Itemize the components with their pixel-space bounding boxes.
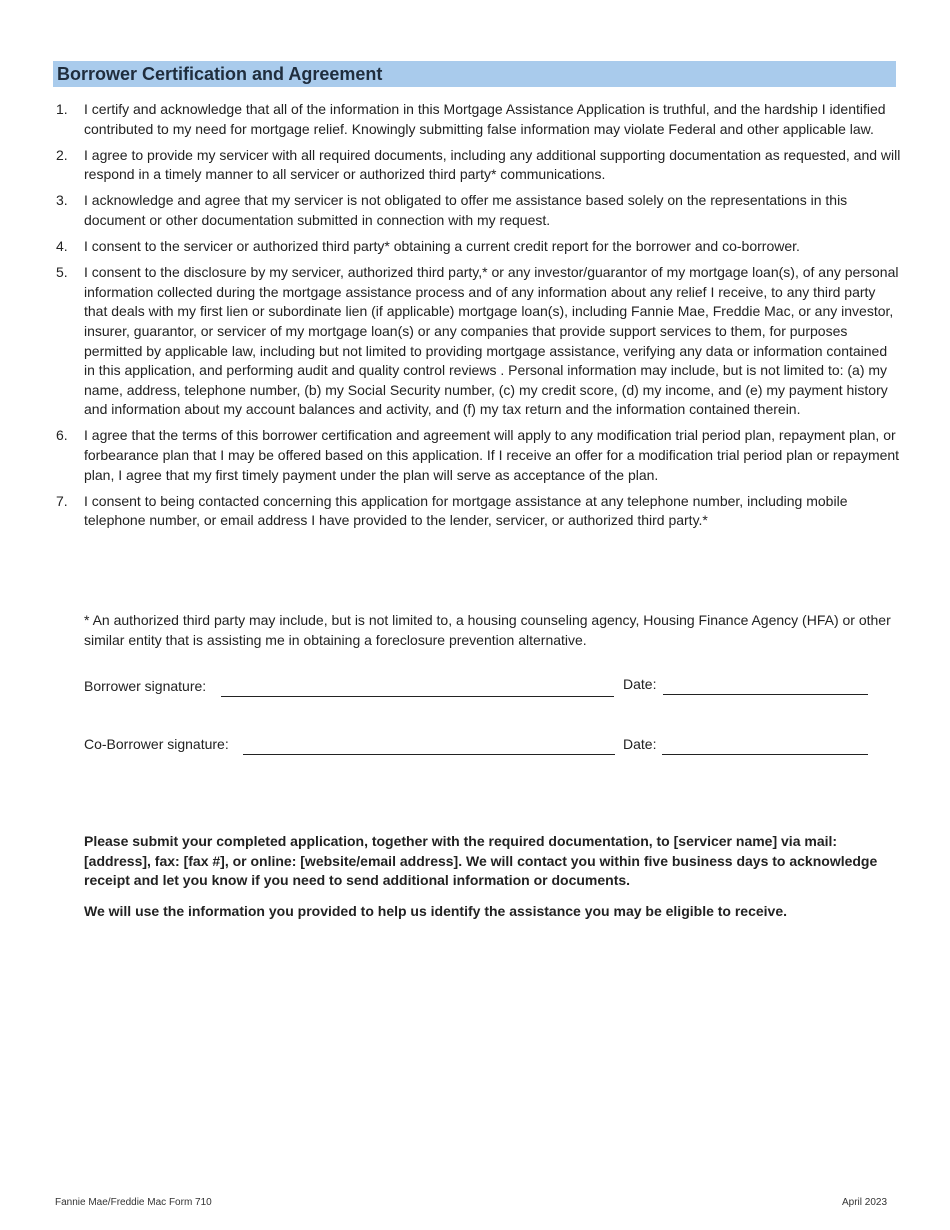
co-borrower-date-label: Date: xyxy=(623,736,657,752)
item-number: 3. xyxy=(56,192,68,209)
item-text: I consent to being contacted concerning this application for mortgage assistance at any telephone number, including mobile telephone number, or email address I have provided to the lender, servicer, or authorized third party.* xyxy=(84,492,848,529)
item-text: I acknowledge and agree that my servicer is not obligated to offer me assistance based solely on the representations in this document or other documentation submitted in connection with my request. xyxy=(84,192,848,228)
item-text: I consent to the servicer or authorized third party* obtaining a current credit report for the borrower and co-borrower. xyxy=(84,238,800,255)
item-number: 1. xyxy=(56,101,68,117)
borrower-signature-field[interactable] xyxy=(221,696,614,697)
item-text: I consent to the disclosure by my servicer, authorized third party,* or any investor/guarantor of my mortgage loan(s), of any personal information collected during the mortgage assistance process and of any information about any relief I receive, to any third party that deals with my first lien or subordinate lien (if applicable) mortgage loan(s), including Fannie Mae, Freddie Mac, or any investor, insurer, guarantor, or servicer of my mortgage loan(s) or any companies that provide support services to them, for purposes permitted by applicable law, including but not limited to providing mortgage assistance, verifying any data or information contained in this application, and performing audit and quality control reviews . Personal information may include, but is not limited to: (a) my name, address, telephone number, (b) my Social Security number, (c) my credit score, (d) my income, and (e) my payment history and information about my account balances and activity, and (f) my tax return and the information contained therein. xyxy=(84,264,899,418)
list-item xyxy=(56,492,901,531)
co-borrower-signature-label: Co-Borrower signature: xyxy=(84,736,229,752)
item-text: I agree that the terms of this borrower certification and agreement will apply to any modification trial period plan, repayment plan, or forbearance plan that I may be offered based on this application. If I receive an offer for a modification trial period plan or repayment plan, I agree that my first timely payment under the plan will serve as acceptance of the plan. xyxy=(84,427,900,483)
list-item xyxy=(56,263,901,420)
list-item xyxy=(56,426,901,485)
item-number: 7. xyxy=(56,492,68,509)
item-text: I agree to provide my servicer with all required documents, including any additional supporting documentation as requested, and will respond in a timely manner to all servicer or authorized third party* communications. xyxy=(84,146,901,183)
item-number: 6. xyxy=(56,427,68,444)
third-party-footnote: * An authorized third party may include, but is not limited to, a housing counseling agency, Housing Finance Agency (HFA) or other similar entity that is assisting me in obtaining a foreclosure prevention alternative. xyxy=(84,612,891,648)
co-borrower-date-field[interactable] xyxy=(662,754,868,755)
certification-list xyxy=(56,100,901,537)
submission-instructions: Please submit your completed application, together with the required documentation, to [servicer name] via mail: [address], fax: [fax #], or online: [website/email address]. We will contact you within five business days to acknowledge receipt and let you know if you need to send additional information or documents. xyxy=(84,833,878,889)
list-item xyxy=(56,191,901,230)
borrower-date-label: Date: xyxy=(623,676,657,692)
item-number: 2. xyxy=(56,146,68,163)
list-item xyxy=(56,100,901,139)
list-item xyxy=(56,237,901,257)
item-number: 5. xyxy=(56,264,68,281)
form-name: Fannie Mae/Freddie Mac Form 710 xyxy=(55,1197,212,1208)
borrower-signature-label: Borrower signature: xyxy=(84,678,207,694)
item-number: 4. xyxy=(56,238,68,255)
form-date: April 2023 xyxy=(842,1197,888,1208)
list-item xyxy=(56,146,901,185)
section-title: Borrower Certification and Agreement xyxy=(53,61,896,87)
co-borrower-signature-field[interactable] xyxy=(243,754,615,755)
information-use-notice: We will use the information you provided to help us identify the assistance you may be eligible to receive. xyxy=(84,903,788,919)
borrower-date-field[interactable] xyxy=(663,694,868,695)
item-text: I certify and acknowledge that all of the information in this Mortgage Assistance Application is truthful, and the hardship I identified contributed to my need for mortgage relief. Knowingly submitting false information may violate Federal and other applicable law. xyxy=(84,101,886,137)
